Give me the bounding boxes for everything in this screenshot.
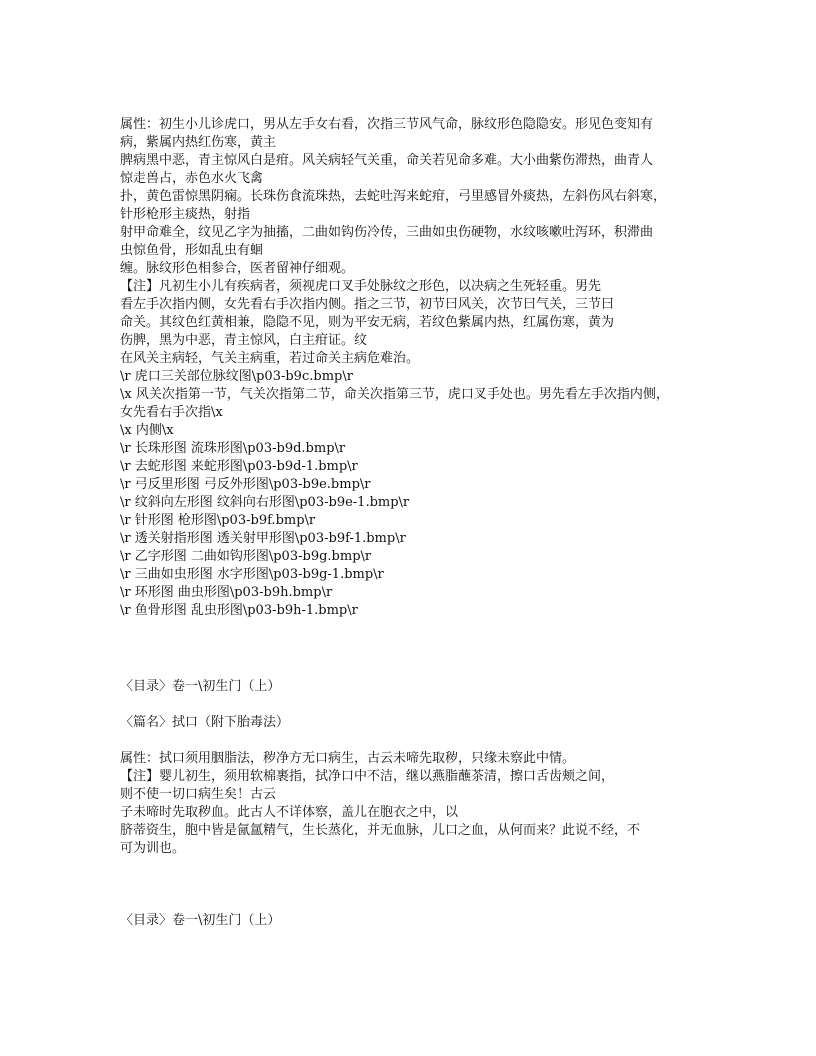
catalog-heading-next: 〈目录〉卷一\初生门（上） — [120, 913, 281, 928]
text-line: 伤脾，黑为中恶，青主惊风，白主疳证。纹 — [120, 333, 368, 348]
text-line: 惊走兽占，赤色水火飞禽 — [120, 171, 264, 186]
text-line: 命关。其纹色红黄相兼，隐隐不见，则为平安无病，若纹色紫属内热，红属伤寒，黄为 — [120, 315, 615, 330]
text-line: 射甲命难全，纹见乙字为抽搐，二曲如钩伤冷传，三曲如虫伤硬物，水纹咳嗽吐泻环，积滞曲 — [120, 225, 654, 240]
text-line: \r 去蛇形图 来蛇形图\p03-b9d-1.bmp\r — [120, 459, 358, 474]
text-line: 针形枪形主痰热，射指 — [120, 207, 251, 222]
text-line: 子未啼时先取秽血。此古人不详体察，盖儿在胞衣之中，以 — [120, 805, 459, 820]
text-line: 脐蒂资生，胞中皆是氤氲精气，生长蒸化，并无血脉，儿口之血，从何而来？此说不经，不 — [120, 823, 641, 838]
text-line: \r 三曲如虫形图 水字形图\p03-b9g-1.bmp\r — [120, 567, 384, 582]
text-line: \x 风关次指第一节，气关次指第二节，命关次指第三节，虎口叉手处也。男先看左手次指内侧， — [120, 387, 669, 402]
catalog-heading: 〈目录〉卷一\初生门（上） — [120, 679, 281, 694]
text-line: \r 纹斜向左形图 纹斜向右形图\p03-b9e-1.bmp\r — [120, 495, 410, 510]
text-line: 属性：初生小儿诊虎口，男从左手女右看，次指三节风气命，脉纹形色隐隐安。形见色变知有 — [120, 117, 654, 132]
text-line: 则不使一切口病生矣！古云 — [120, 787, 277, 802]
text-line: 【注】婴儿初生，须用软棉裹指，拭净口中不洁，继以燕脂蘸茶清，擦口舌齿颊之间， — [120, 769, 615, 784]
text-line: 属性：拭口须用胭脂法，秽净方无口病生，古云未啼先取秽，只缘未察此中情。 — [120, 751, 576, 766]
text-line: 在风关主病轻，气关主病重，若过命关主病危难治。 — [120, 351, 420, 366]
text-line: 可为训也。 — [120, 841, 186, 856]
chapter-title: 〈篇名〉拭口（附下胎毒法） — [120, 715, 290, 730]
text-line: \r 透关射指形图 透关射甲形图\p03-b9f-1.bmp\r — [120, 531, 406, 546]
text-line: 脾病黑中恶，青主惊风白是疳。风关病轻气关重，命关若见命多难。大小曲紫伤滞热，曲青人 — [120, 153, 654, 168]
text-line: 女先看右手次指\x — [120, 405, 223, 420]
text-line: \r 环形图 曲虫形图\p03-b9h.bmp\r — [120, 585, 333, 600]
text-line: \r 弓反里形图 弓反外形图\p03-b9e.bmp\r — [120, 477, 371, 492]
section-1 — [120, 116, 669, 620]
text-line: 扑，黄色雷惊黑阴痫。长珠伤食流珠热，去蛇吐泻来蛇疳，弓里感冒外痰热，左斜伤风右斜寒， — [120, 189, 667, 204]
text-line: 【注】凡初生小儿有疾病者，须视虎口叉手处脉纹之形色，以决病之生死轻重。男先 — [120, 279, 602, 294]
text-line: 看左手次指内侧，女先看右手次指内侧。指之三节，初节曰风关，次节曰气关，三节曰 — [120, 297, 615, 312]
text-line: 虫惊鱼骨，形如乱虫有蛔 — [120, 243, 264, 258]
text-line: 缠。脉纹形色相参合，医者留神仔细观。 — [120, 261, 355, 276]
text-line: 病，紫属内热红伤寒，黄主 — [120, 135, 277, 150]
text-line: \r 虎口三关部位脉纹图\p03-b9c.bmp\r — [120, 369, 353, 384]
text-line: \x 内侧\x — [120, 423, 174, 438]
text-line: \r 长珠形图 流珠形图\p03-b9d.bmp\r — [120, 441, 346, 456]
text-line: \r 鱼骨形图 乱虫形图\p03-b9h-1.bmp\r — [120, 603, 358, 618]
text-line: \r 乙字形图 二曲如钩形图\p03-b9g.bmp\r — [120, 549, 372, 564]
text-line: \r 针形图 枪形图\p03-b9f.bmp\r — [120, 513, 316, 528]
section-2 — [120, 750, 640, 858]
